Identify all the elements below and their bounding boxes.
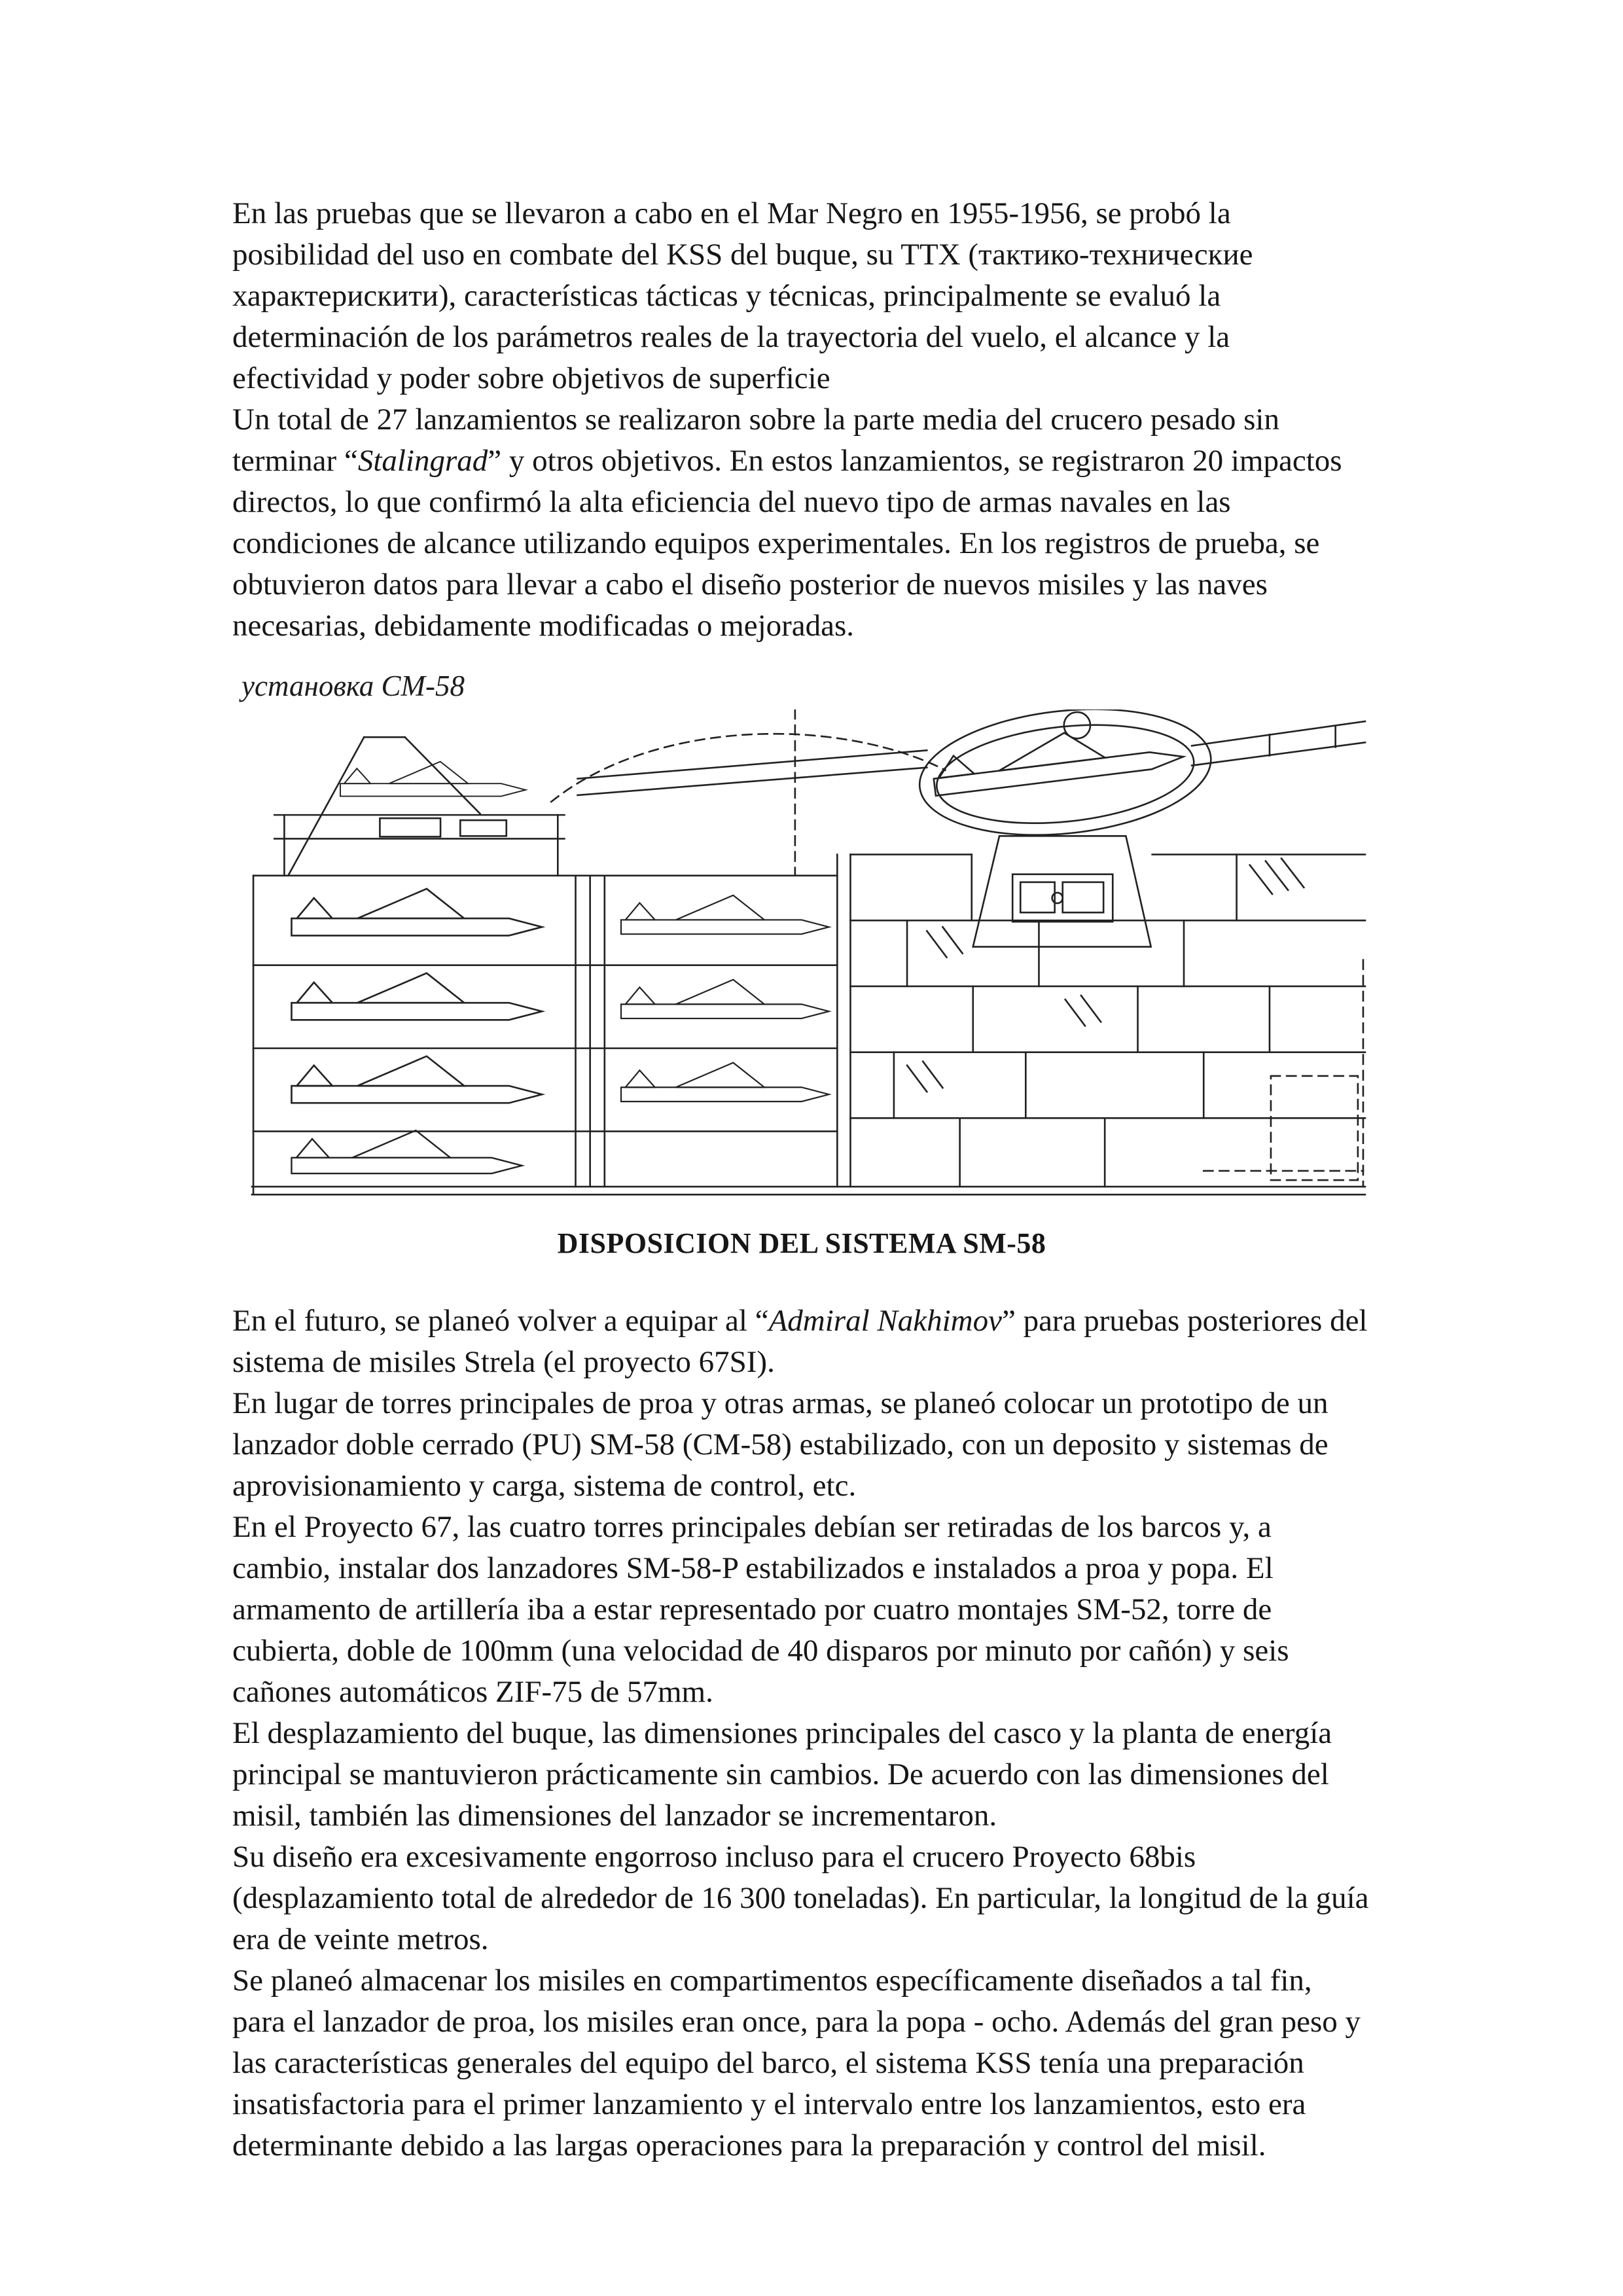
text-segment: En el Proyecto 67, las cuatro torres principales debían ser retiradas de los barcos y, a cambio, instalar dos lanzadores SM-58-P estabilizados e instalados a proa y popa. El armamento de artillería iba a estar representado por cuatro montajes SM-52, torre de cubierta, doble de 100mm (una velocidad de 40 disparos por minuto por cañón) y seis cañones automáticos ZIF-75 de 57mm. — [232, 1510, 1289, 1710]
paragraph — [232, 1837, 1371, 1960]
paragraph — [232, 1507, 1371, 1713]
text-segment: En las pruebas que se llevaron a cabo en el Mar Negro en 1955-1956, se probó la posibilidad del uso en combate del KSS del buque, su TTX (тактико-технические характерискити), características tácticas y técnicas, principalmente se evaluó la determinación de los parámetros reales de la trayectoria del vuelo, el alcance y la efectividad y poder sobre objetivos de superficie — [232, 196, 1253, 395]
paragraph — [232, 399, 1371, 647]
text-segment: Admiral Nakhimov — [768, 1304, 1002, 1338]
paragraph — [232, 1713, 1371, 1837]
text-segment: Se planeó almacenar los misiles en compartimentos específicamente diseñados a tal fin, para el lanzador de proa, los misiles eran once, para la popa - ocho. Además del gran peso y las características generales del equipo del barco, el sistema KSS tenía una preparación insatisfactoria para el primer lanzamiento y el intervalo entre los lanzamientos, esto era determinante debido a las largas operaciones para la preparación y control del misil. — [232, 1964, 1361, 2163]
figure-label: установка СМ-58 — [241, 670, 465, 702]
paragraph — [232, 193, 1371, 399]
text-segment: ” y otros objetivos. En estos lanzamientos, se registraron 20 impactos directos, lo que confirmó la alta eficiencia del nuevo tipo de armas navales en las condiciones de alcance utilizando equipos experimentales. En los registros de prueba, se obtuvieron datos para llevar a cabo el diseño posterior de nuevos misiles y las naves necesarias, debidamente modificadas o mejoradas. — [232, 444, 1342, 643]
intro-text-block — [232, 193, 1371, 647]
text-segment: Stalingrad — [357, 444, 488, 478]
text-segment: ” para pruebas posteriores del sistema de misiles Strela (el proyecto 67SI). — [232, 1304, 1368, 1380]
text-segment: En lugar de torres principales de proa y otras armas, se planeó colocar un prototipo de un lanzador doble cerrado (PU) SM-58 (CM-58) estabilizado, con un deposito y sistemas de aprovisionamiento y carga, sistema de control, etc. — [232, 1386, 1329, 1503]
sm58-launcher-cutaway-diagram — [248, 709, 1368, 1200]
main-text-block — [232, 1300, 1371, 2166]
paragraph — [232, 1300, 1371, 1383]
figure — [232, 669, 1371, 1260]
paragraph — [232, 1383, 1371, 1507]
text-segment: Su diseño era excesivamente engorroso incluso para el crucero Proyecto 68bis (desplazamiento total de alrededor de 16 300 toneladas). En particular, la longitud de la guía era de veinte metros. — [232, 1840, 1369, 1957]
figure-caption: DISPOSICION DEL SISTEMA SM-58 — [557, 1227, 1046, 1260]
text-segment: Un total de 27 lanzamientos se realizaron sobre la parte media del crucero pesado sin terminar “ — [232, 403, 1279, 478]
text-segment: El desplazamiento del buque, las dimensiones principales del casco y la planta de energía principal se mantuvieron prácticamente sin cambios. De acuerdo con las dimensiones del misil, también las dimensiones del lanzador se incrementaron. — [232, 1716, 1332, 1833]
text-segment: En el futuro, se planeó volver a equipar al “ — [232, 1304, 769, 1338]
paragraph — [232, 1960, 1371, 2166]
